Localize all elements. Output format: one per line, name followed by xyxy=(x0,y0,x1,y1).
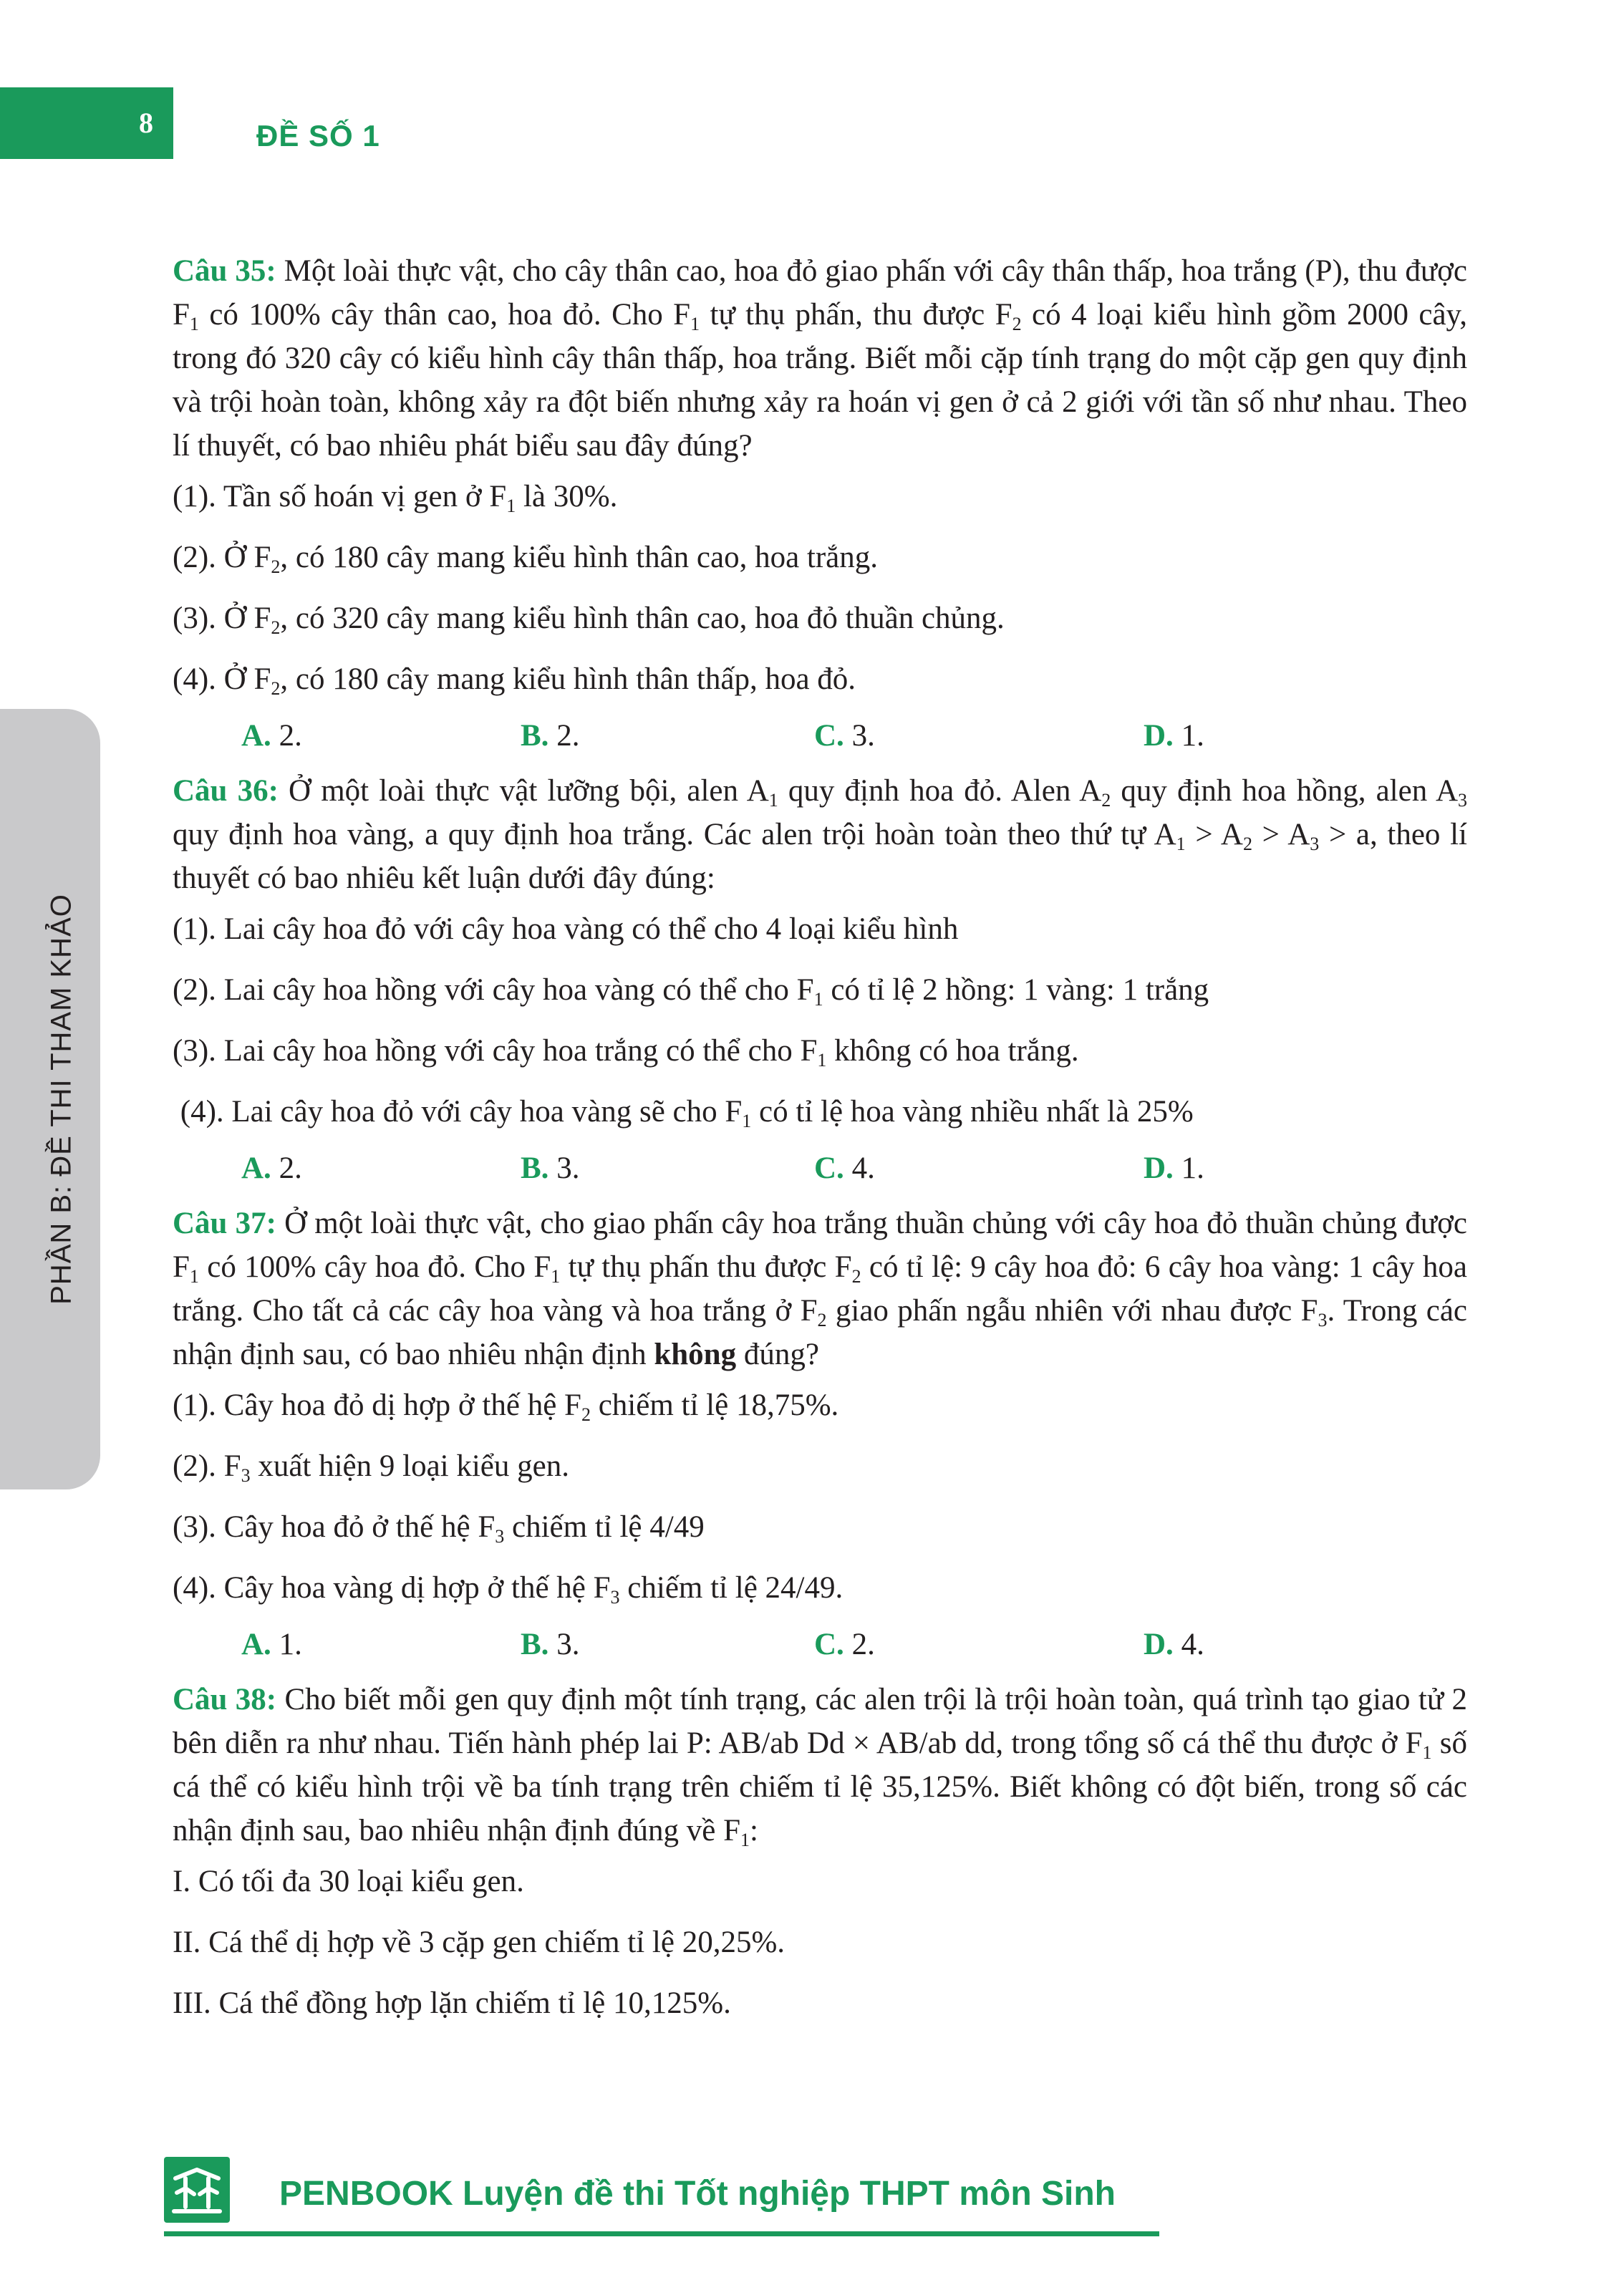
question-list xyxy=(173,249,1467,2042)
option-b: B. 3. xyxy=(521,1628,580,1661)
answer-options xyxy=(173,714,1467,758)
statement: (4). Lai cây hoa đỏ với cây hoa vàng sẽ cho $F_1$ có tỉ lệ hoa vàng nhiều nhất là 25% xyxy=(173,1095,1194,1131)
option-a: A. 1. xyxy=(241,1628,302,1661)
statement: (3). Ở $F_2$, có 320 cây mang kiểu hình thân cao, hoa đỏ thuần chủng. xyxy=(173,602,1005,638)
question-38-stem: Câu 38: Cho biết mỗi gen quy định một tính trạng, các alen trội là trội hoàn toàn, quá trình tạo giao tử 2 bên diễn ra như nhau. Tiến hành phép lai P: AB/ab Dd × AB/ab dd, trong tổng số cá thể thu được ở $F_1$ số cá thể có kiểu hình trội về ba tính trạng trên chiếm tỉ lệ 35,125%. Biết không có đột biến, trong số các nhận định sau, bao nhiêu nhận định đúng về $F_1$: xyxy=(173,1683,1468,1850)
option-d: D. 1. xyxy=(1144,1151,1204,1185)
statement: (2). $F_3$ xuất hiện 9 loại kiểu gen. xyxy=(173,1449,569,1486)
option-c: C. 4. xyxy=(814,1151,875,1185)
option-a: A. 2. xyxy=(241,719,302,753)
statement: (1). Cây hoa đỏ dị hợp ở thế hệ $F_2$ chiếm tỉ lệ 18,75%. xyxy=(173,1388,839,1425)
option-c: C. 2. xyxy=(814,1628,875,1661)
statement: (3). Cây hoa đỏ ở thế hệ $F_3$ chiếm tỉ lệ 4/49 xyxy=(173,1510,705,1547)
question-label: Câu 35: xyxy=(173,254,276,288)
statement: III. Cá thể đồng hợp lặn chiếm tỉ lệ 10,125%. xyxy=(173,1986,731,2020)
section-title: ĐỀ SỐ 1 xyxy=(256,119,380,153)
side-tab-label: PHẦN B: ĐỀ THI THAM KHẢO xyxy=(45,894,77,1305)
footer-title: PENBOOK Luyện đề thi Tốt nghiệp THPT môn Sinh xyxy=(279,2175,1116,2213)
question-36-stem: Câu 36: Ở một loài thực vật lưỡng bội, alen $A_1$ quy định hoa đỏ. Alen $A_2$ quy định hoa hồng, alen $A_3$ quy định hoa vàng, a quy định hoa trắng. Các alen trội hoàn toàn theo thứ tự $A_1 > A_2 > A_3 > a$, theo lí thuyết có bao nhiêu kết luận dưới đây đúng: xyxy=(173,774,1467,895)
statement: II. Cá thể dị hợp về 3 cặp gen chiếm tỉ lệ 20,25%. xyxy=(173,1926,786,1959)
answer-options xyxy=(173,1146,1467,1190)
question-37-stem: Câu 37: Ở một loài thực vật, cho giao phấn cây hoa trắng thuần chủng với cây hoa đỏ thuần chủng được $F_1$ có 100% cây hoa đỏ. Cho $F_1$ tự thụ phấn thu được $F_2$ có tỉ lệ: 9 cây hoa đỏ: 6 cây hoa vàng: 1 cây hoa trắng. Cho tất cả các cây hoa vàng và hoa trắng ở $F_2$ giao phấn ngẫu nhiên với nhau được $F_3$. Trong các nhận định sau, có bao nhiêu nhận định không đúng? xyxy=(173,1207,1468,1371)
statement: (4). Ở $F_2$, có 180 cây mang kiểu hình thân thấp, hoa đỏ. xyxy=(173,662,856,699)
statement: (2). Ở $F_2$, có 180 cây mang kiểu hình thân cao, hoa trắng. xyxy=(173,541,879,577)
page-number: 8 xyxy=(0,87,173,159)
penbook-logo-icon xyxy=(164,2157,230,2223)
answer-options xyxy=(173,1623,1467,1666)
option-a: A. 2. xyxy=(241,1151,302,1185)
option-c: C. 3. xyxy=(814,719,875,753)
statement: (4). Cây hoa vàng dị hợp ở thế hệ $F_3$ chiếm tỉ lệ 24/49. xyxy=(173,1571,844,1608)
option-d: D. 1. xyxy=(1144,719,1204,753)
question-35-stem: Câu 35: Một loài thực vật, cho cây thân cao, hoa đỏ giao phấn với cây thân thấp, hoa trắng (P), thu được $F_1$ có 100% cây thân cao, hoa đỏ. Cho $F_1$ tự thụ phấn, thu được $F_2$ có 4 loại kiểu hình gồm 2000 cây, trong đó 320 cây có kiểu hình cây thân thấp, hoa trắng. Biết mỗi cặp tính trạng do một cặp gen quy định và trội hoàn toàn, không xảy ra đột biến nhưng xảy ra hoán vị gen ở cả 2 giới với tần số như nhau. Theo lí thuyết, có bao nhiêu phát biểu sau đây đúng? xyxy=(173,254,1468,463)
question-label: Câu 37: xyxy=(173,1207,276,1240)
option-d: D. 4. xyxy=(1144,1628,1204,1661)
question-label: Câu 36: xyxy=(173,774,279,808)
statement: (1). Lai cây hoa đỏ với cây hoa vàng có thể cho 4 loại kiểu hình xyxy=(173,912,959,946)
statement: I. Có tối đa 30 loại kiểu gen. xyxy=(173,1865,524,1898)
option-b: B. 2. xyxy=(521,719,580,753)
footer-rule xyxy=(164,2231,1159,2236)
statement: (2). Lai cây hoa hồng với cây hoa vàng có thể cho $F_1$ có tỉ lệ 2 hồng: 1 vàng: 1 trắng xyxy=(173,973,1209,1010)
question-label: Câu 38: xyxy=(173,1683,277,1716)
statement: (1). Tần số hoán vị gen ở $F_1$ là 30%. xyxy=(173,480,618,516)
option-b: B. 3. xyxy=(521,1151,580,1185)
statement: (3). Lai cây hoa hồng với cây hoa trắng có thể cho $F_1$ không có hoa trắng. xyxy=(173,1034,1079,1071)
